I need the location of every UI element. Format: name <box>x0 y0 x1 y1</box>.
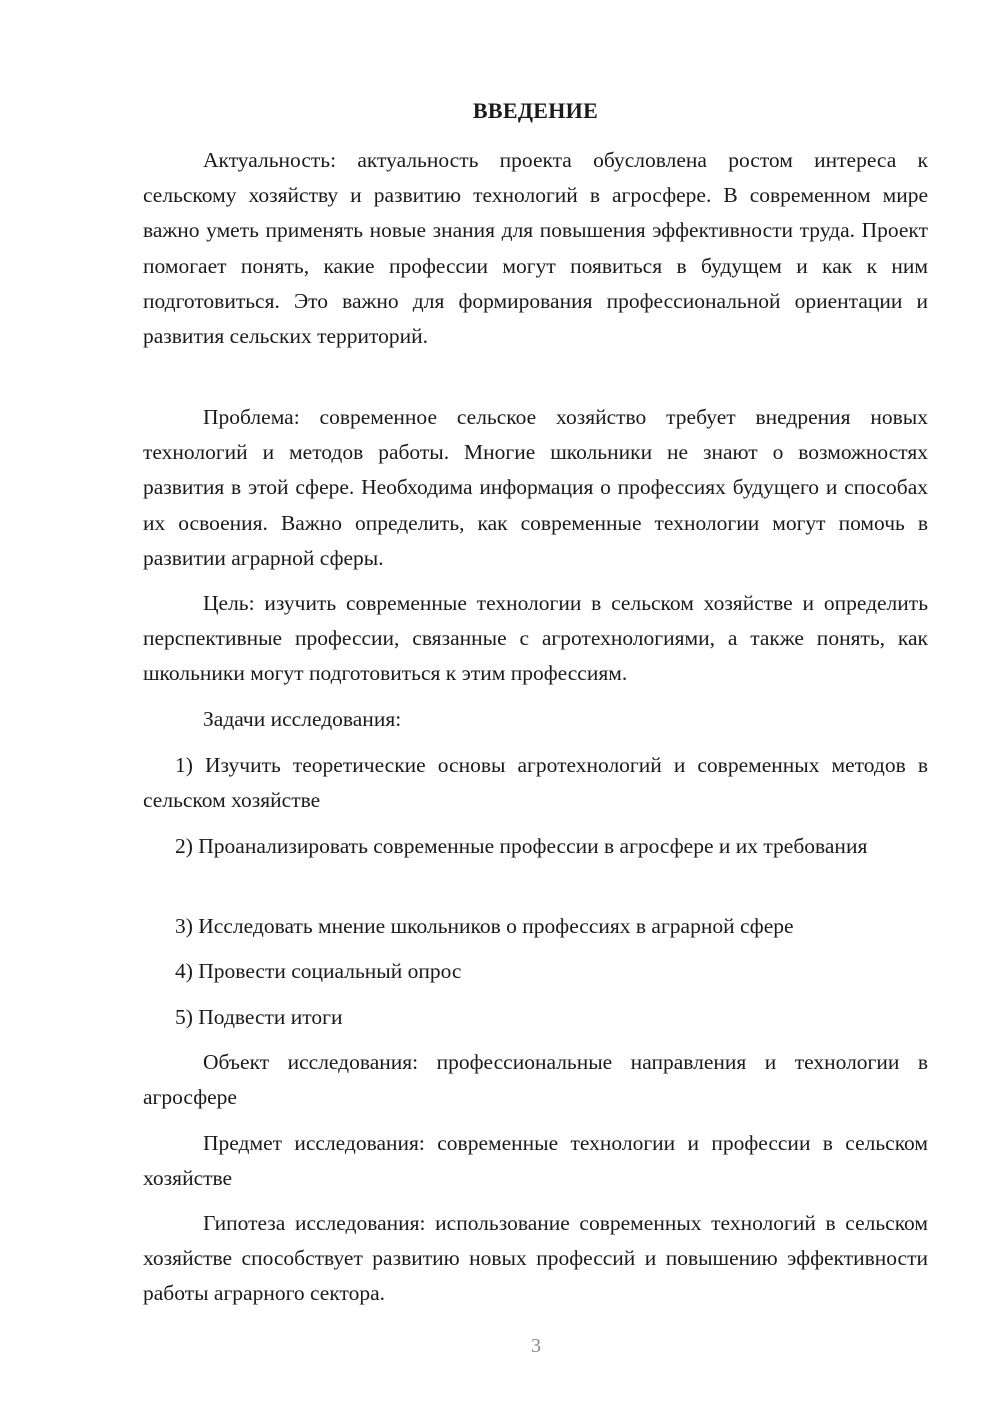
paragraph-goal: Цель: изучить современные технологии в сельском хозяйстве и определить перспективные профессии, связанные с агротехнологиями, а также понять, как школьники могут подготовиться к этим профессиям. <box>143 591 928 686</box>
task-item-5: 5) Подвести итоги <box>175 1005 343 1029</box>
task-item-2: 2) Проанализировать современные профессии в агросфере и их требования <box>175 834 868 858</box>
page-number: 3 <box>531 1335 541 1357</box>
tasks-heading: Задачи исследования: <box>203 707 402 731</box>
paragraph-problem: Проблема: современное сельское хозяйство требует внедрения новых технологий и методов работы. Многие школьники не знают о возможностях развития в этой сфере. Необходима информация о профессиях будущего и способах их освоения. Важно определить, как современные технологии могут помочь в развитии аграрной сферы. <box>143 405 928 570</box>
paragraph-subject: Предмет исследования: современные технологии и профессии в сельском хозяйстве <box>143 1131 928 1191</box>
task-item-1: 1) Изучить теоретические основы агротехнологий и современных методов в сельском хозяйстве <box>143 753 928 813</box>
paragraph-object: Объект исследования: профессиональные направления и технологии в агросфере <box>143 1050 928 1110</box>
task-item-3: 3) Исследовать мнение школьников о профессиях в аграрной сфере <box>175 914 794 938</box>
task-item-4: 4) Провести социальный опрос <box>175 959 462 983</box>
section-title: ВВЕДЕНИЕ <box>472 98 599 123</box>
paragraph-relevance: Актуальность: актуальность проекта обусловлена ростом интереса к сельскому хозяйству и развитию технологий в агросфере. В современном мире важно уметь применять новые знания для повышения эффективности труда. Проект помогает понять, какие профессии могут появиться в будущем и как к ним подготовиться. Это важно для формирования профессиональной ориентации и развития сельских территорий. <box>143 148 928 349</box>
paragraph-hypothesis: Гипотеза исследования: использование современных технологий в сельском хозяйстве способствует развитию новых профессий и повышению эффективности работы аграрного сектора. <box>143 1211 928 1306</box>
